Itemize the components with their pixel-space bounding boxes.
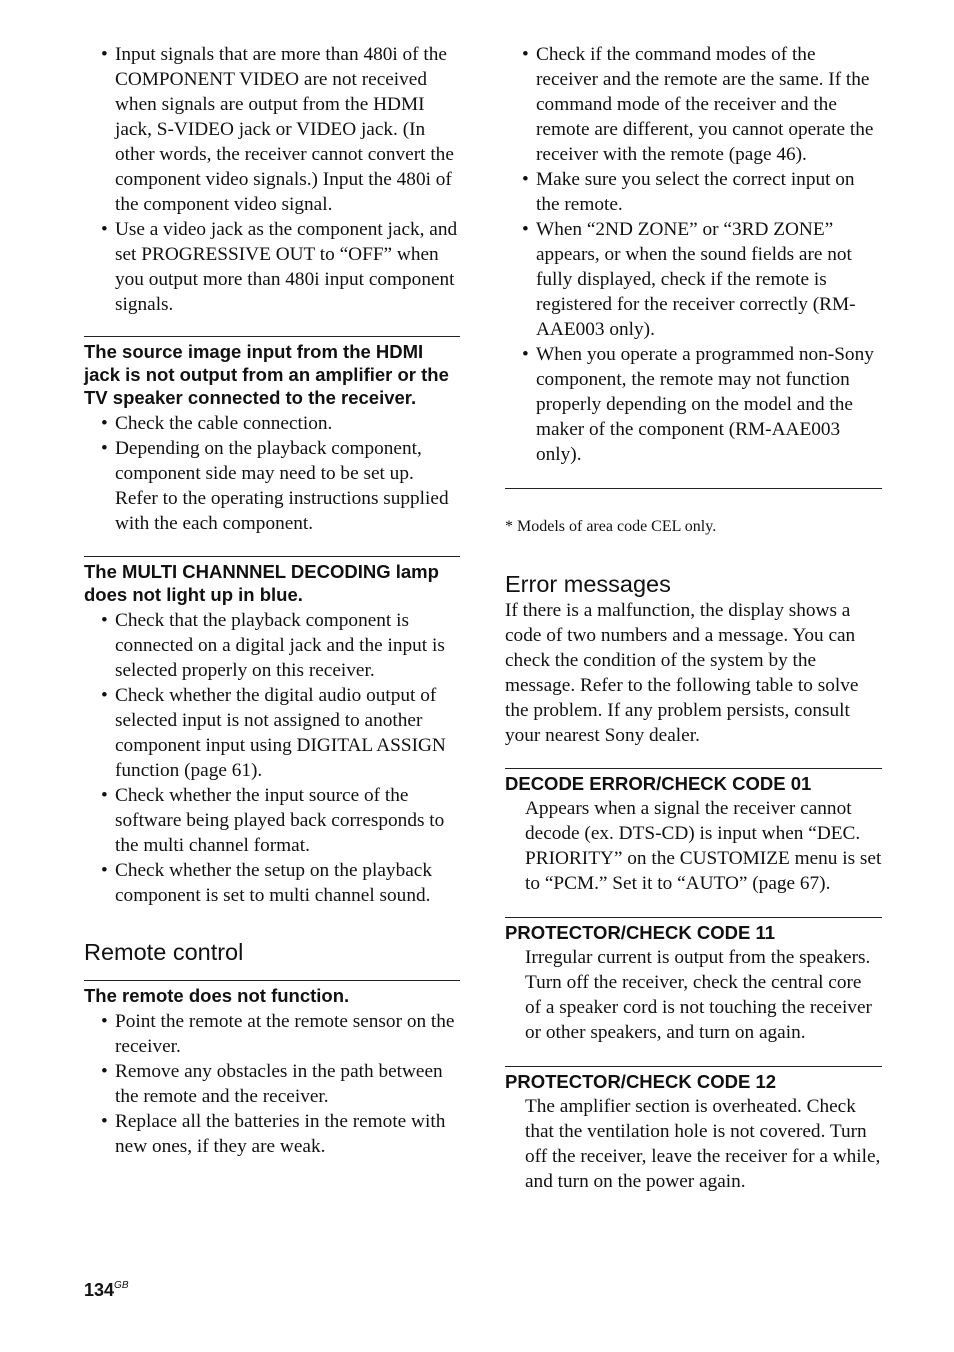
- left-column: [84, 42, 460, 1159]
- list-item: • Check the cable connection.: [84, 411, 460, 436]
- page-number-value: 134: [84, 1280, 115, 1300]
- heading-hdmi-not-output: The source image input from the HDMI jack is not output from an amplifier or the TV speaker connected to the receiver.: [84, 336, 460, 409]
- heading-check-code-01: DECODE ERROR/CHECK CODE 01: [505, 768, 882, 795]
- error-intro: If there is a malfunction, the display shows a code of two numbers and a message. You can check the condition of the system by the message. Refer to the following table to solve the problem. If any problem persists, consult your nearest Sony dealer.: [505, 600, 859, 746]
- list-item: • Check whether the setup on the playback component is set to multi channel sound.: [84, 858, 460, 908]
- list-item: • When you operate a programmed non-Sony component, the remote may not function properly depending on the model and the maker of the component (RM-AAE003 only).: [505, 342, 882, 467]
- list-item: • Check whether the input source of the software being played back corresponds to the multi channel format.: [84, 783, 460, 858]
- check-code-12-text: The amplifier section is overheated. Check that the ventilation hole is not covered. Turn off the receiver, leave the receiver for a while, and turn on the power again.: [525, 1096, 881, 1192]
- section-title-remote-control: Remote control: [84, 939, 244, 965]
- bullet-list-component-video: [84, 42, 460, 317]
- check-code-11-text: Irregular current is output from the speakers. Turn off the receiver, check the central core of a speaker cord is not touching the receiver or other speakers, and turn on again.: [525, 947, 872, 1043]
- right-column: [505, 42, 882, 1194]
- list-item: • Check that the playback component is connected on a digital jack and the input is selected properly on this receiver.: [84, 608, 460, 683]
- list-item: • Check if the command modes of the receiver and the remote are the same. If the command mode of the receiver and the remote are different, you cannot operate the receiver with the remote (page 46).: [505, 42, 882, 167]
- heading-multi-channel-lamp: The MULTI CHANNNEL DECODING lamp does not light up in blue.: [84, 556, 460, 606]
- heading-check-code-12: PROTECTOR/CHECK CODE 12: [505, 1066, 882, 1093]
- heading-remote-not-function: The remote does not function.: [84, 980, 460, 1007]
- page-number: [84, 1280, 129, 1301]
- footnote: * Models of area code CEL only.: [505, 518, 717, 535]
- bullet-list-hdmi: [84, 411, 460, 536]
- heading-check-code-11: PROTECTOR/CHECK CODE 11: [505, 917, 882, 944]
- check-code-01-text: Appears when a signal the receiver cannot decode (ex. DTS-CD) is input when “DEC. PRIORITY” on the CUSTOMIZE menu is set to “PCM.” Set it to “AUTO” (page 67).: [525, 798, 882, 894]
- footnote-divider: [505, 488, 882, 489]
- list-item: • Input signals that are more than 480i of the COMPONENT VIDEO are not received when signals are output from the HDMI jack, S-VIDEO jack or VIDEO jack. (In other words, the receiver cannot convert the component video signals.) Input the 480i of the component video signal.: [84, 42, 460, 217]
- list-item: • Use a video jack as the component jack, and set PROGRESSIVE OUT to “OFF” when you output more than 480i input component signals.: [84, 217, 460, 317]
- section-title-error-messages: Error messages: [505, 571, 671, 597]
- bullet-list-multi-channel: [84, 608, 460, 908]
- list-item: • Depending on the playback component, component side may need to be set up. Refer to the operating instructions supplied with the each component.: [84, 436, 460, 536]
- bullet-list-remote-continued: [505, 42, 882, 467]
- page-number-suffix: GB: [114, 1280, 129, 1291]
- list-item: • Make sure you select the correct input on the remote.: [505, 167, 882, 217]
- list-item: • Check whether the digital audio output of selected input is not assigned to another component input using DIGITAL ASSIGN function (page 61).: [84, 683, 460, 783]
- bullet-list-remote: [84, 1009, 460, 1159]
- list-item: • Point the remote at the remote sensor on the receiver.: [84, 1009, 460, 1059]
- list-item: • When “2ND ZONE” or “3RD ZONE” appears, or when the sound fields are not fully displayed, check if the remote is registered for the receiver correctly (RM-AAE003 only).: [505, 217, 882, 342]
- list-item: • Replace all the batteries in the remote with new ones, if they are weak.: [84, 1109, 460, 1159]
- list-item: • Remove any obstacles in the path between the remote and the receiver.: [84, 1059, 460, 1109]
